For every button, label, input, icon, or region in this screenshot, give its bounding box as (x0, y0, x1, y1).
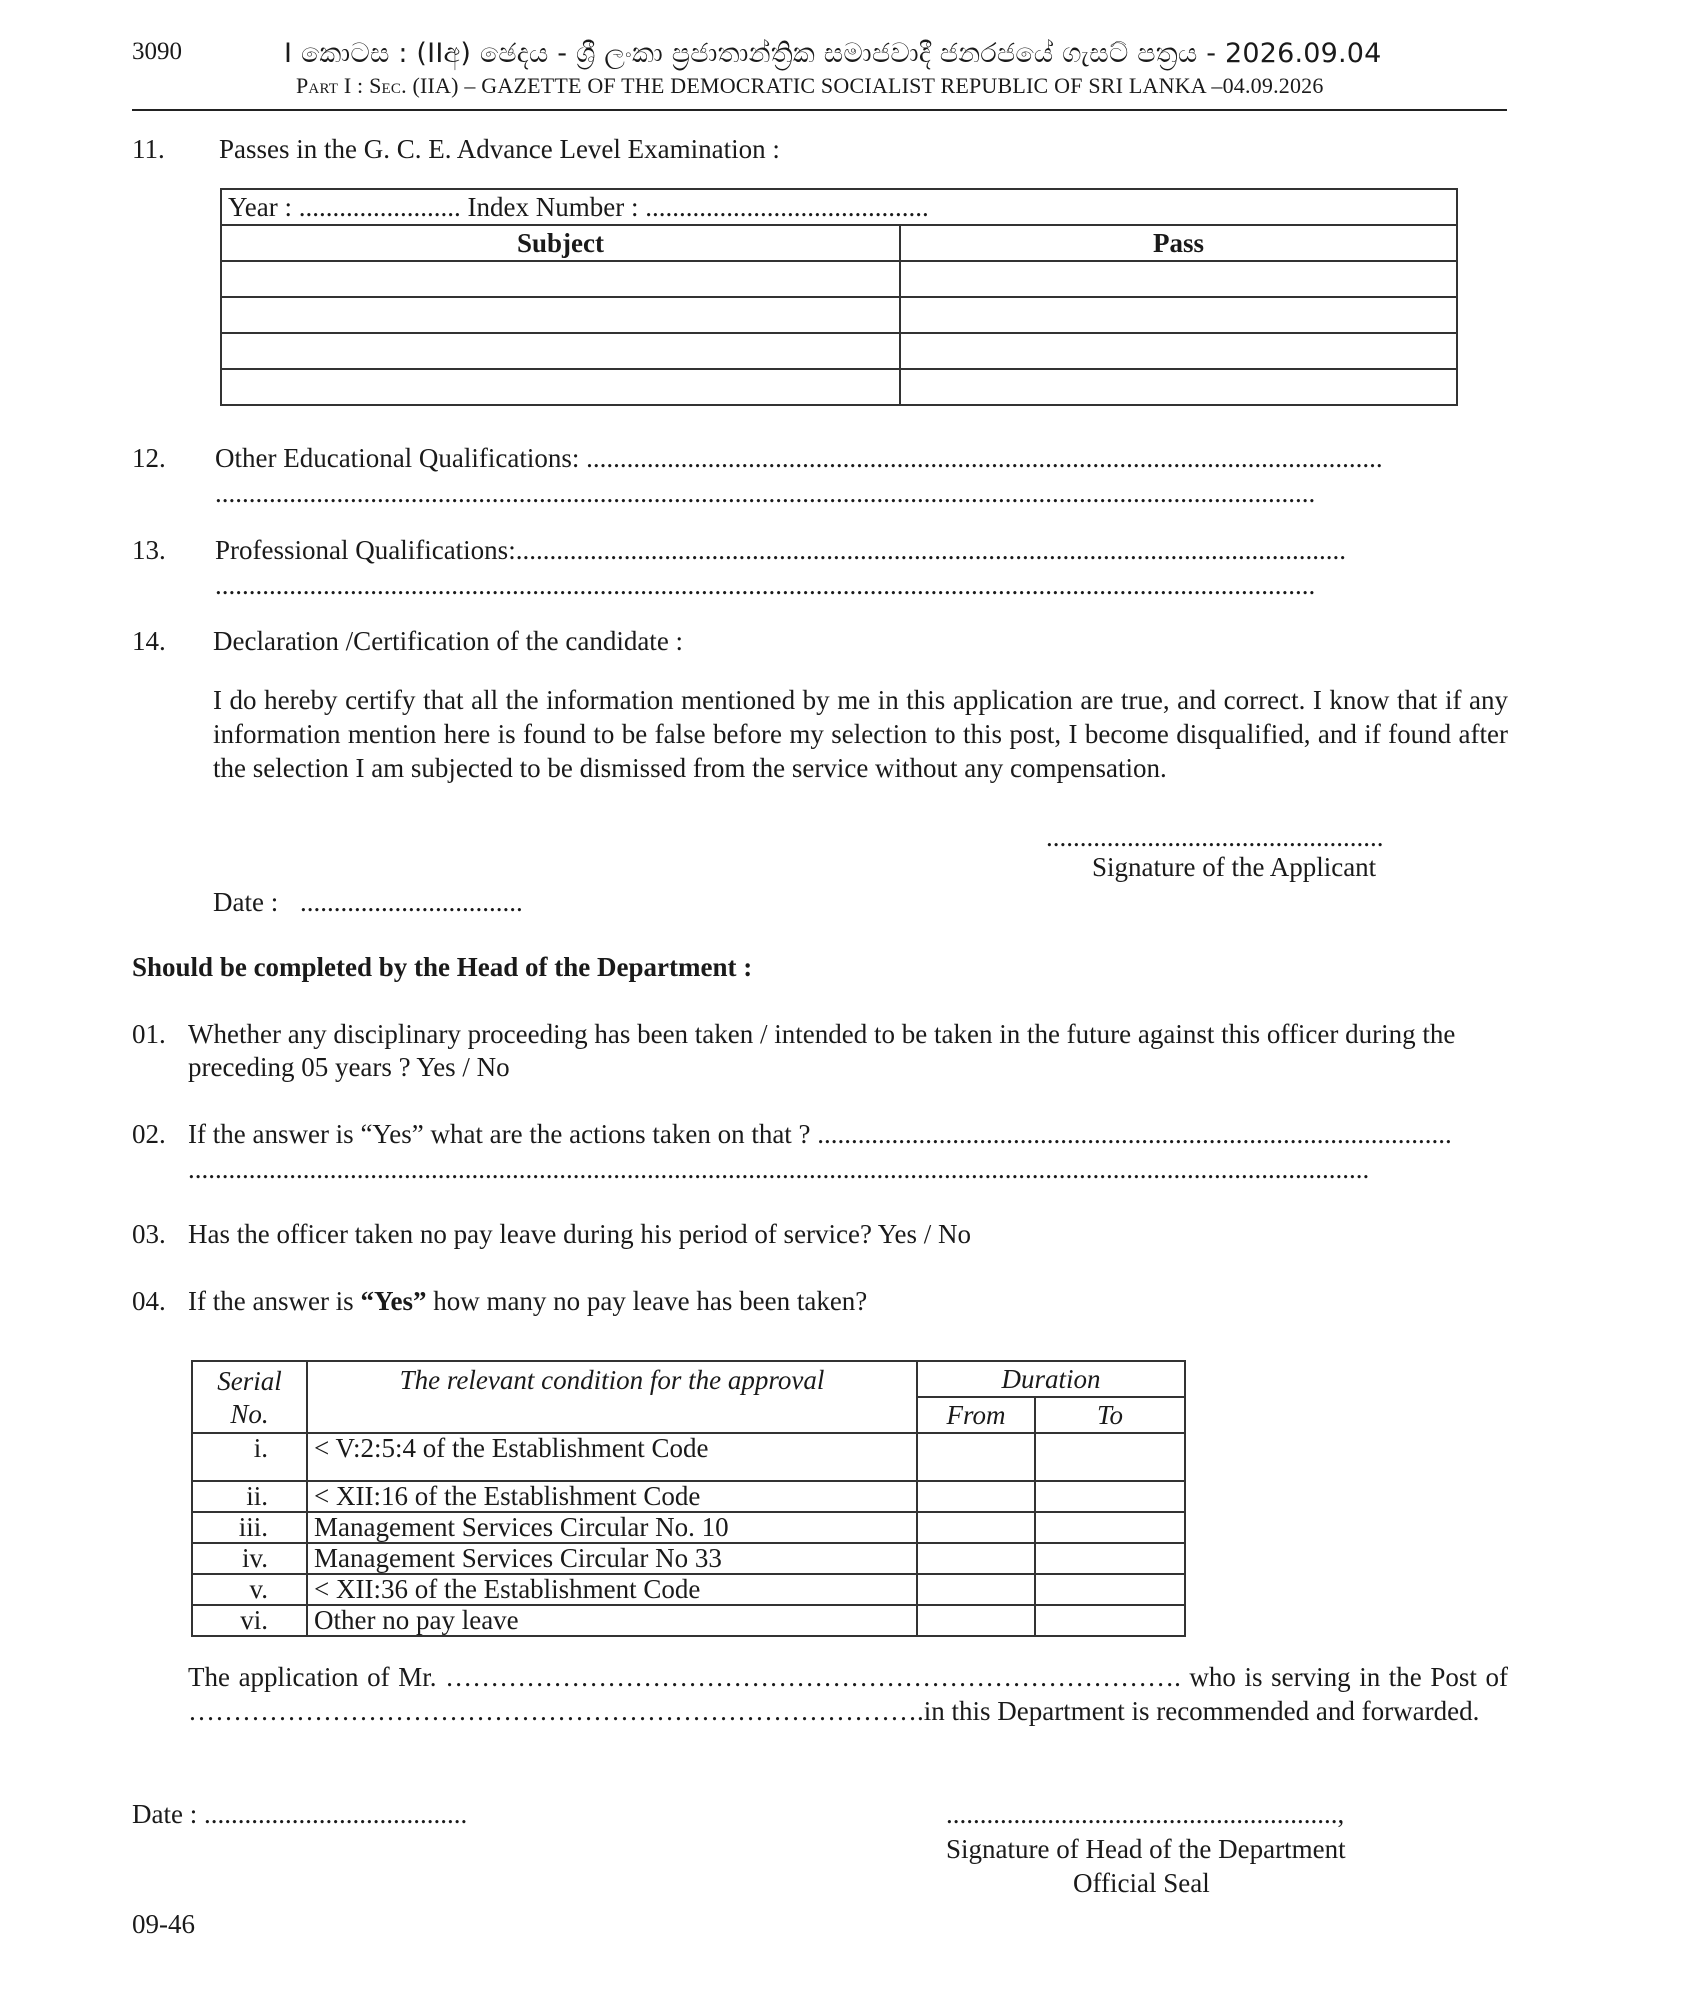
hod-q4-pre: If the answer is (188, 1286, 361, 1316)
recommendation-paragraph[interactable]: The application of Mr. ………………………………………………………………………. who is serving in the Post of ……………………………………………………………………….in this Department is recommended and forwarded. (188, 1662, 1508, 1726)
np-col-serial-line-1: Serial (217, 1365, 282, 1396)
np-serial-cell: i. (192, 1433, 307, 1481)
item-12-number: 12. (132, 443, 166, 473)
np-from-cell[interactable] (917, 1433, 1035, 1481)
np-to-cell[interactable] (1035, 1605, 1185, 1636)
page-number: 3090 (132, 38, 182, 65)
item-11-label: Passes in the G. C. E. Advance Level Examination : (219, 134, 780, 164)
np-serial-cell: ii. (192, 1481, 307, 1512)
pass-cell[interactable] (900, 261, 1457, 297)
table-row (192, 1605, 1185, 1636)
item-13-label[interactable]: Professional Qualifications:........................................................................................................................... (215, 535, 1346, 565)
hod-q4-number: 04. (132, 1286, 166, 1316)
hod-q3-number: 03. (132, 1219, 166, 1249)
table-row (221, 261, 1457, 297)
header-divider (132, 109, 1507, 111)
np-condition-cell: Management Services Circular No. 10 (307, 1512, 917, 1543)
al-results-table (220, 188, 1458, 406)
np-serial-cell: iii. (192, 1512, 307, 1543)
hod-q1-text: Whether any disciplinary proceeding has been taken / intended to be taken in the future against this officer during the (188, 1019, 1456, 1049)
subject-cell[interactable] (221, 333, 900, 369)
np-serial-cell: v. (192, 1574, 307, 1605)
hod-q3-text: Has the officer taken no pay leave during his period of service? Yes / No (188, 1219, 972, 1249)
np-col-duration: Duration (917, 1361, 1185, 1397)
np-from-cell[interactable] (917, 1543, 1035, 1574)
hod-q1-number: 01. (132, 1019, 166, 1049)
hod-date-field[interactable]: Date : ....................................... (132, 1799, 468, 1829)
item-14-number: 14. (132, 626, 166, 656)
table-row (192, 1543, 1185, 1574)
np-col-condition: The relevant condition for the approval (307, 1361, 917, 1433)
table-row (221, 333, 1457, 369)
item-13-line-2[interactable]: ................................................................................................................................................................... (215, 570, 1316, 600)
np-serial-cell: vi. (192, 1605, 307, 1636)
item-13-number: 13. (132, 535, 166, 565)
table-row (192, 1512, 1185, 1543)
official-seal-label: Official Seal (1073, 1868, 1210, 1898)
declaration-paragraph: I do hereby certify that all the information mentioned by me in this application are true, and correct. I know that if any information mention here is found to be false before my selection to this post, I become disqualified, and if found after the selection I am subjected to be dismissed from the service without any compensation. (213, 685, 1508, 783)
np-to-cell[interactable] (1035, 1512, 1185, 1543)
table-row (192, 1481, 1185, 1512)
hod-q4-text (188, 1284, 867, 1318)
pass-cell[interactable] (900, 369, 1457, 405)
table-row (221, 369, 1457, 405)
np-to-cell[interactable] (1035, 1433, 1185, 1481)
np-from-cell[interactable] (917, 1512, 1035, 1543)
np-col-to: To (1035, 1397, 1185, 1433)
table-row (221, 297, 1457, 333)
np-condition-cell: < XII:16 of the Establishment Code (307, 1481, 917, 1512)
table-row (192, 1433, 1185, 1481)
np-condition-cell: < V:2:5:4 of the Establishment Code (307, 1433, 917, 1481)
np-col-serial-line-2: No. (230, 1398, 269, 1429)
subject-cell[interactable] (221, 261, 900, 297)
hod-q1-text-line-2: preceding 05 years ? Yes / No (188, 1052, 510, 1082)
pass-cell[interactable] (900, 297, 1457, 333)
hod-signature-line[interactable]: .........................................................., (946, 1799, 1345, 1829)
header-title-sinhala: I කොටස : (IIඅ) ඡෙදය - ශ්‍රී ලංකා ප්‍රජාතාන්ත්‍රික සමාජවාදී ජනරජයේ ගැසට් පත්‍රය - 2026.09.04 (284, 38, 1382, 69)
al-year-index-row[interactable]: Year : ........................ Index Number : .......................................... (221, 189, 1457, 225)
np-to-cell[interactable] (1035, 1543, 1185, 1574)
subject-cell[interactable] (221, 369, 900, 405)
header-title-english: Part I : Sec. (IIA) – GAZETTE OF THE DEMOCRATIC SOCIALIST REPUBLIC OF SRI LANKA –04.09.2026 (296, 73, 1324, 98)
np-col-from: From (917, 1397, 1035, 1433)
hod-q2-number: 02. (132, 1119, 166, 1149)
hod-section-heading: Should be completed by the Head of the Department : (132, 952, 753, 982)
hod-q4-yes: “Yes” (360, 1286, 427, 1316)
np-col-serial (192, 1361, 307, 1433)
np-condition-cell: Other no pay leave (307, 1605, 917, 1636)
applicant-signature-label: Signature of the Applicant (1092, 852, 1377, 882)
item-11-number: 11. (132, 134, 165, 164)
np-from-cell[interactable] (917, 1605, 1035, 1636)
applicant-signature-line[interactable]: .................................................. (1046, 822, 1384, 852)
al-col-pass: Pass (900, 225, 1457, 261)
item-14-label: Declaration /Certification of the candidate : (213, 626, 684, 656)
footer-code: 09-46 (132, 1909, 195, 1939)
hod-signature-label: Signature of Head of the Department (946, 1834, 1346, 1864)
np-to-cell[interactable] (1035, 1481, 1185, 1512)
subject-cell[interactable] (221, 297, 900, 333)
hod-q2-line-2[interactable]: ............................................................................................................................................................................... (188, 1154, 1370, 1184)
al-col-subject: Subject (221, 225, 900, 261)
hod-q2-text[interactable]: If the answer is “Yes” what are the actions taken on that ? .............................................................................................. (188, 1119, 1452, 1149)
item-12-line-2[interactable]: ................................................................................................................................................................... (215, 478, 1316, 508)
applicant-date-field[interactable]: ................................. (300, 887, 523, 917)
np-to-cell[interactable] (1035, 1574, 1185, 1605)
np-serial-cell: iv. (192, 1543, 307, 1574)
np-condition-cell: < XII:36 of the Establishment Code (307, 1574, 917, 1605)
no-pay-leave-table (191, 1360, 1186, 1637)
pass-cell[interactable] (900, 333, 1457, 369)
np-condition-cell: Management Services Circular No 33 (307, 1543, 917, 1574)
table-row (192, 1574, 1185, 1605)
hod-q4-post: how many no pay leave has been taken? (426, 1286, 868, 1316)
np-from-cell[interactable] (917, 1481, 1035, 1512)
applicant-date-label: Date : (213, 887, 279, 917)
np-from-cell[interactable] (917, 1574, 1035, 1605)
item-12-label[interactable]: Other Educational Qualifications: ...................................................................................................................... (215, 443, 1383, 473)
